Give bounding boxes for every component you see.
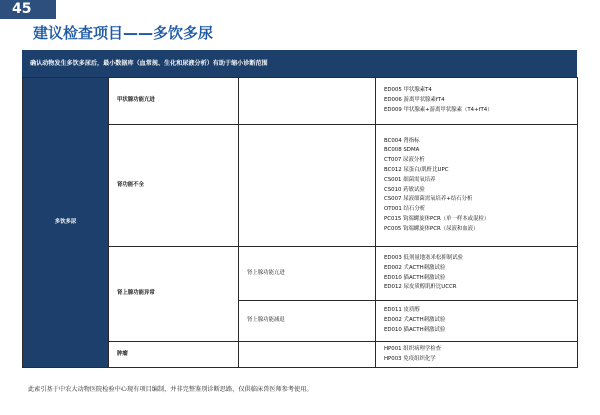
test-item: CT007 尿液分析	[384, 157, 425, 164]
footnote: 此索引基于中农大动物医院检验中心现有项目编制，并非完整鉴别诊断思路，仅供临床兽医师参考使用。	[28, 386, 313, 393]
tests-cell	[376, 301, 578, 342]
subcondition-cell	[239, 78, 376, 125]
test-item: CS010 药敏试验	[384, 186, 425, 193]
tests-cell	[376, 125, 578, 247]
test-item: ED005 甲状腺素T4	[384, 87, 432, 94]
test-item: PC015 钩端螺旋体PCR（单一样本或混检）	[384, 215, 490, 222]
test-item: ED010 猫ACTH刺激试验	[384, 326, 446, 333]
test-item: BC012 尿蛋白/肌酐比UPC	[384, 166, 449, 173]
subcondition-cell	[239, 125, 376, 247]
test-item: CS007 尿液细菌需氧培养+结石分析	[384, 196, 473, 203]
test-item: ED010 猫ACTH刺激试验	[384, 274, 446, 281]
tests-cell	[376, 342, 578, 368]
test-item: ED003 低剂量地塞米松抑制试验	[384, 254, 463, 261]
test-item: ED002 犬ACTH刺激试验	[384, 264, 446, 271]
test-item: ED009 甲状腺素+游离甲状腺素（T4+fT4）	[384, 106, 493, 113]
test-item: BC004 肾指标	[384, 137, 420, 144]
subcondition-cell: 肾上腺功能亢进	[239, 247, 376, 301]
intro-banner: 确认动物发生多饮多尿后，最小数据库（血常规、生化和尿液分析）有助于缩小诊断范围	[22, 50, 577, 77]
test-item: PC005 钩端螺旋体PCR（尿液和血液）	[384, 225, 479, 232]
test-item: ED002 犬ACTH刺激试验	[384, 317, 446, 324]
page-number: 45	[0, 0, 56, 19]
tests-cell	[376, 247, 578, 301]
test-table	[22, 77, 578, 368]
test-item: CS001 细菌需氧培养	[384, 176, 436, 183]
test-item: OT001 结石分析	[384, 206, 426, 213]
tests-cell	[376, 78, 578, 125]
test-item: HP003 免疫组织化学	[384, 355, 436, 362]
condition-cell: 肾上腺功能异常	[109, 247, 239, 342]
test-item: ED011 皮质醇	[384, 307, 420, 314]
subcondition-cell	[239, 342, 376, 368]
category-cell: 多饮多尿	[23, 78, 109, 368]
test-item: ED012 尿皮质醇肌酐比UCCR	[384, 284, 457, 291]
test-item: ED006 游离甲状腺素fT4	[384, 97, 445, 104]
table-row	[23, 78, 578, 125]
condition-cell: 肾功能不全	[109, 125, 239, 247]
test-item: HP001 组织病理学检查	[384, 345, 442, 352]
condition-cell: 甲状腺功能亢进	[109, 78, 239, 125]
subcondition-cell: 肾上腺功能减退	[239, 301, 376, 342]
page-title: 建议检查项目——多饮多尿	[33, 24, 214, 42]
test-item: BC008 SDMA	[384, 147, 420, 154]
condition-cell: 肿瘤	[109, 342, 239, 368]
